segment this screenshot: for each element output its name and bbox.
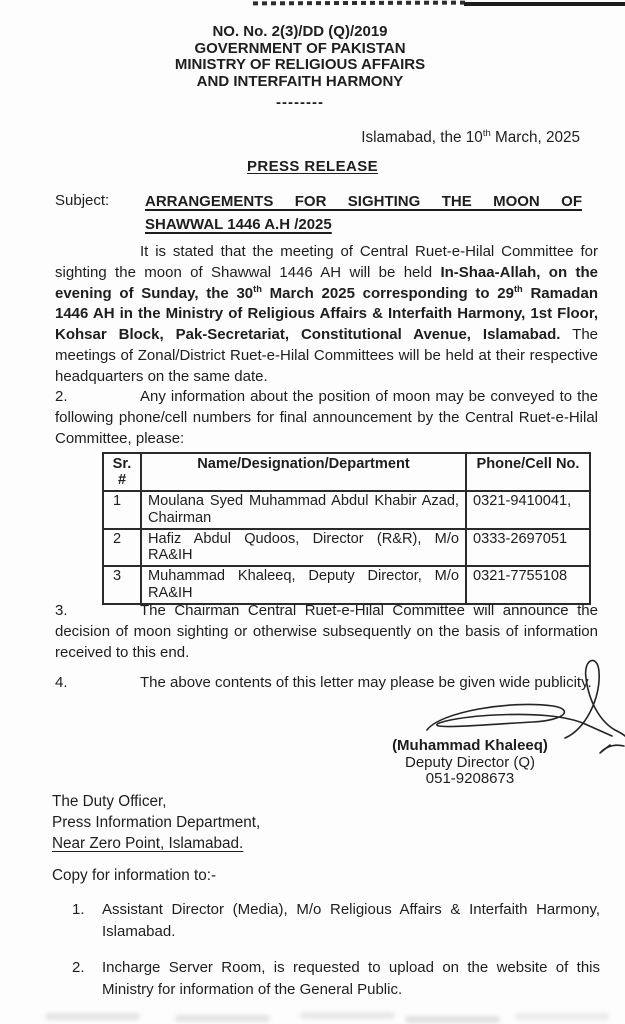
press-release-title: PRESS RELEASE	[246, 158, 379, 175]
copy-item-text: Assistant Director (Media), M/o Religious Affairs & Interfaith Harmony, Islamabad.	[102, 901, 600, 940]
duty-officer-line3: Near Zero Point, Islamabad.	[52, 834, 244, 852]
paragraph-2-number: 2.	[55, 388, 68, 405]
cell-phone: 0321-9410041,	[466, 491, 590, 529]
paragraph-3-text: The Chairman Central Ruet-e-Hilal Committee will announce the decision of moon sighting or otherwise subsequently on the basis of information received to this end.	[55, 602, 598, 661]
paragraph-3-number: 3.	[55, 602, 68, 619]
subject-line-1: ARRANGEMENTS FOR SIGHTING THE MOON OF	[145, 193, 582, 210]
header-divider: --------	[276, 94, 324, 112]
cell-name: Muhammad Khaleeq, Deputy Director, M/o RA&IH	[141, 566, 466, 604]
cell-sr: 3	[103, 566, 141, 604]
subject-line-2: SHAWWAL 1446 A.H /2025	[145, 215, 332, 233]
signer-title: Deputy Director (Q)	[404, 753, 536, 771]
signer-name: (Muhammad Khaleeq)	[392, 737, 548, 754]
paragraph-2-text: Any information about the position of moon may be conveyed to the following phone/cell numbers for final announcement by the Central Ruet-e-Hilal Committee, please:	[55, 388, 598, 447]
table-row	[103, 491, 590, 529]
subject-label: Subject:	[55, 192, 110, 209]
subject-text	[145, 191, 582, 236]
table-header-sr	[103, 453, 141, 491]
table-row	[103, 529, 590, 567]
table-row	[103, 566, 590, 604]
org-name-line2: MINISTRY OF RELIGIOUS AFFAIRS	[174, 56, 426, 74]
cell-phone: 0321-7755108	[466, 566, 590, 604]
paragraph-4-number: 4.	[55, 674, 68, 691]
cell-sr: 2	[103, 529, 141, 567]
cell-name: Hafiz Abdul Qudoos, Director (R&R), M/o RA&IH	[141, 529, 466, 567]
copy-heading: Copy for information to:-	[52, 867, 217, 884]
copy-list	[72, 899, 600, 1015]
table-header-phone: Phone/Cell No.	[466, 453, 590, 491]
table-header-row	[103, 453, 590, 491]
paragraph-1: It is stated that the meeting of Central Ruet-e-Hilal Committee for sighting the moon of Shawwal 1446 AH will be held In-Shaa-Allah, on the evening of Sunday, the 30th March 2025 corresponding to 29th Ramadan 1446 AH in the Ministry of Religious Affairs & Interfaith Harmony, 1st Floor, Kohsar Block, Pak-Secretariat, Constitutional Avenue, Islamabad. The meetings of Zonal/District Ruet-e-Hilal Committees will be held at their respective headquarters on the same date.	[55, 243, 598, 385]
table-header-name: Name/Designation/Department	[141, 453, 466, 491]
addressee-block	[52, 792, 260, 854]
org-name-line3: AND INTERFAITH HARMONY	[196, 72, 404, 90]
org-name-line1: GOVERNMENT OF PAKISTAN	[194, 39, 406, 57]
copy-item	[72, 957, 600, 1000]
duty-officer-line1: The Duty Officer,	[52, 793, 167, 810]
copy-item-number: 2.	[72, 959, 85, 976]
copy-item-number: 1.	[72, 901, 85, 918]
sr-header-bottom: #	[117, 472, 127, 488]
paragraph-4-text: The above contents of this letter may please be given wide publicity.	[140, 674, 592, 691]
cell-sr: 1	[103, 491, 141, 529]
signer-phone: 051-9208673	[425, 770, 515, 788]
cropped-text-dashes	[253, 1, 466, 6]
date-line: Islamabad, the 10th March, 2025	[361, 127, 580, 146]
signature-block	[355, 738, 585, 788]
duty-officer-line2: Press Information Department,	[52, 813, 261, 831]
contacts-table	[102, 452, 591, 605]
subject-block	[55, 191, 582, 236]
cell-name: Moulana Syed Muhammad Abdul Khabir Azad, Chairman	[141, 491, 466, 529]
letterhead	[0, 24, 600, 112]
copy-item	[72, 899, 600, 942]
letter-ref-no: NO. No. 2(3)/DD (Q)/2019	[212, 23, 388, 40]
cropped-text-line	[464, 2, 625, 6]
sr-header-top: Sr.	[112, 456, 132, 472]
cell-phone: 0333-2697051	[466, 529, 590, 567]
scan-artifact-bottom	[45, 1013, 140, 1020]
copy-item-text: Incharge Server Room, is requested to upload on the website of this Ministry for information of the General Public.	[102, 959, 600, 998]
paragraph-2	[55, 387, 598, 449]
